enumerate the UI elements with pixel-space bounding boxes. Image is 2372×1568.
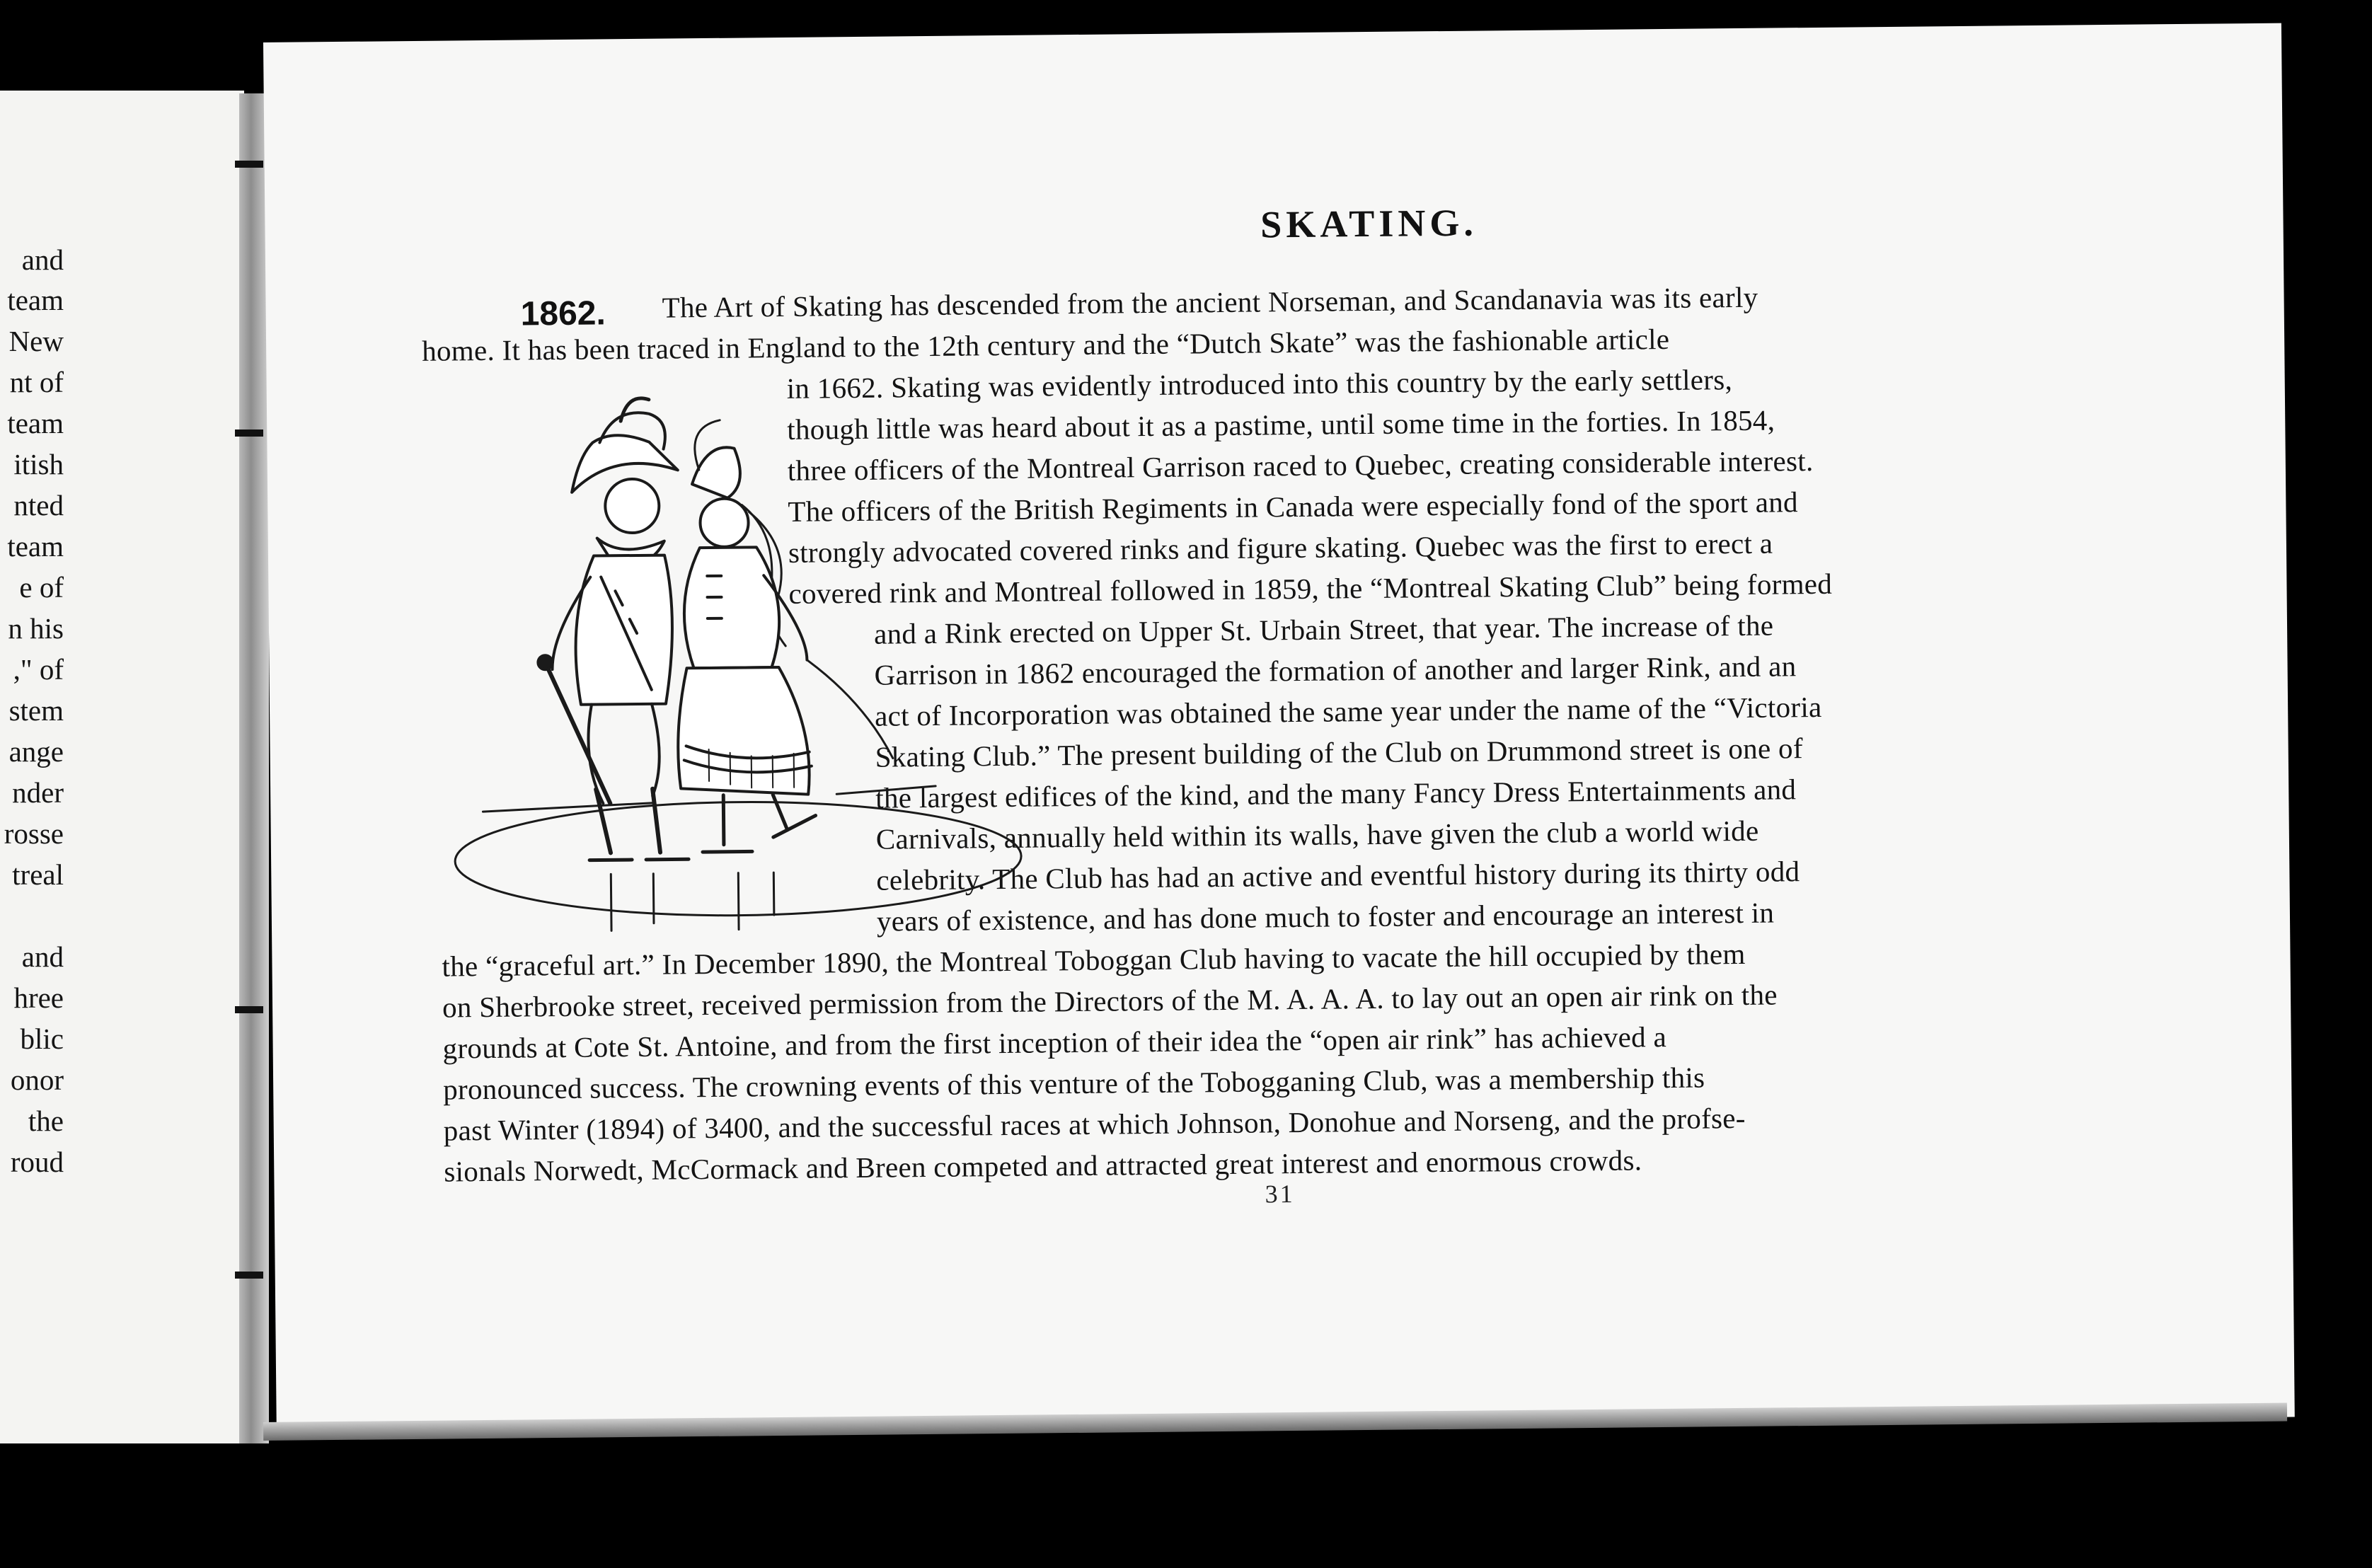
text-line: three officers of the Montreal Garrison raced to Quebec, creating considerable interest. — [787, 444, 1814, 487]
text-line: pronounced success. The crowning events of this venture of the Tobogganing Club, was a membership this — [442, 1061, 1705, 1106]
left-fragment-line: team — [7, 530, 64, 563]
text-line: though little was heard about it as a pastime, until some time in the forties. In 1854, — [787, 403, 1775, 446]
page-number: 31 — [1265, 1180, 1295, 1209]
binding-stitch — [235, 1272, 263, 1279]
left-fragment-line: team — [7, 407, 64, 439]
text-line: home. It has been traced in England to the 12th century and the “Dutch Skate” was the fashionable article — [421, 322, 1670, 367]
text-line: covered rink and Montreal followed in 1859, the “Montreal Skating Club” being formed — [788, 567, 1833, 610]
left-fragment-line: nted — [13, 489, 64, 521]
text-line: strongly advocated covered rinks and figure skating. Quebec was the first to erect a — [788, 526, 1773, 569]
left-fragment-line: New — [8, 325, 64, 357]
binding-stitch — [235, 430, 263, 437]
left-fragment-line: and — [21, 940, 64, 973]
skaters-illustration — [436, 361, 1029, 954]
left-fragment-line: nder — [12, 776, 64, 809]
left-fragment-line: team — [7, 284, 64, 316]
text-line: The Art of Skating has descended from the ancient Norseman, and Scandanavia was its early — [662, 280, 1758, 324]
text-line: on Sherbrooke street, received permission from the Directors of the M. A. A. A. to lay out an open air rink on the — [442, 978, 1778, 1024]
text-line: the “graceful art.” In December 1890, the Montreal Toboggan Club having to vacate the hill occupied by them — [442, 937, 1746, 983]
left-fragment-line: treal — [12, 858, 64, 891]
left-fragment-line: nt of — [9, 366, 64, 398]
right-page — [263, 23, 2295, 1436]
text-line: in 1662. Skating was evidently introduced into this country by the early settlers, — [786, 363, 1733, 405]
left-fragment-line: and — [21, 243, 64, 276]
left-fragment-line: itish — [13, 448, 64, 480]
left-fragment-line: blic — [20, 1022, 64, 1055]
year-heading: 1862. — [520, 294, 606, 333]
text-line: The officers of the British Regiments in Canada were especially fond of the sport and — [788, 485, 1799, 528]
left-page-fragment — [0, 91, 244, 1456]
text-line: act of Incorporation was obtained the same year under the name of the “Victoria — [874, 690, 1822, 732]
left-fragment-line: rosse — [4, 817, 64, 850]
text-line: and a Rink erected on Upper St. Urbain Street, that year. The increase of the — [873, 609, 1774, 650]
scan-border — [0, 1443, 2372, 1568]
left-fragment-line: the — [28, 1105, 64, 1137]
binding-stitch — [235, 1006, 263, 1013]
text-line: years of existence, and has done much to foster and encourage an interest in — [876, 896, 1775, 938]
left-fragment-line: stem — [8, 694, 64, 727]
left-fragment-line: ange — [8, 735, 64, 768]
text-line: past Winter (1894) of 3400, and the successful races at which Johnson, Donohue and Norseng, and the profse- — [443, 1101, 1746, 1147]
page-title: SKATING. — [1260, 201, 1478, 246]
text-line: Skating Club.” The present building of the Club on Drummond street is one of — [875, 732, 1804, 773]
text-line: sionals Norwedt, McCormack and Breen competed and attracted great interest and enormous crowds. — [444, 1143, 1642, 1188]
left-fragment-line: hree — [13, 981, 64, 1014]
book-gutter — [239, 93, 269, 1445]
left-fragment-line: n his — [8, 612, 64, 645]
binding-stitch — [235, 161, 263, 168]
text-line: Garrison in 1862 encouraged the formation of another and larger Rink, and an — [874, 650, 1797, 691]
text-line: Carnivals, annually held within its walls, have given the club a world wide — [875, 814, 1759, 855]
left-fragment-line: onor — [10, 1063, 64, 1096]
left-fragment-line: ," of — [13, 653, 64, 686]
text-line: grounds at Cote St. Antoine, and from the first inception of their idea the “open air rink” has achieved a — [442, 1020, 1667, 1065]
text-line: the largest edifices of the kind, and the many Fancy Dress Entertainments and — [875, 773, 1797, 814]
left-fragment-line: roud — [10, 1146, 64, 1178]
left-fragment-line: e of — [19, 571, 64, 604]
text-line: celebrity. The Club has had an active and eventful history during its thirty odd — [876, 855, 1800, 897]
